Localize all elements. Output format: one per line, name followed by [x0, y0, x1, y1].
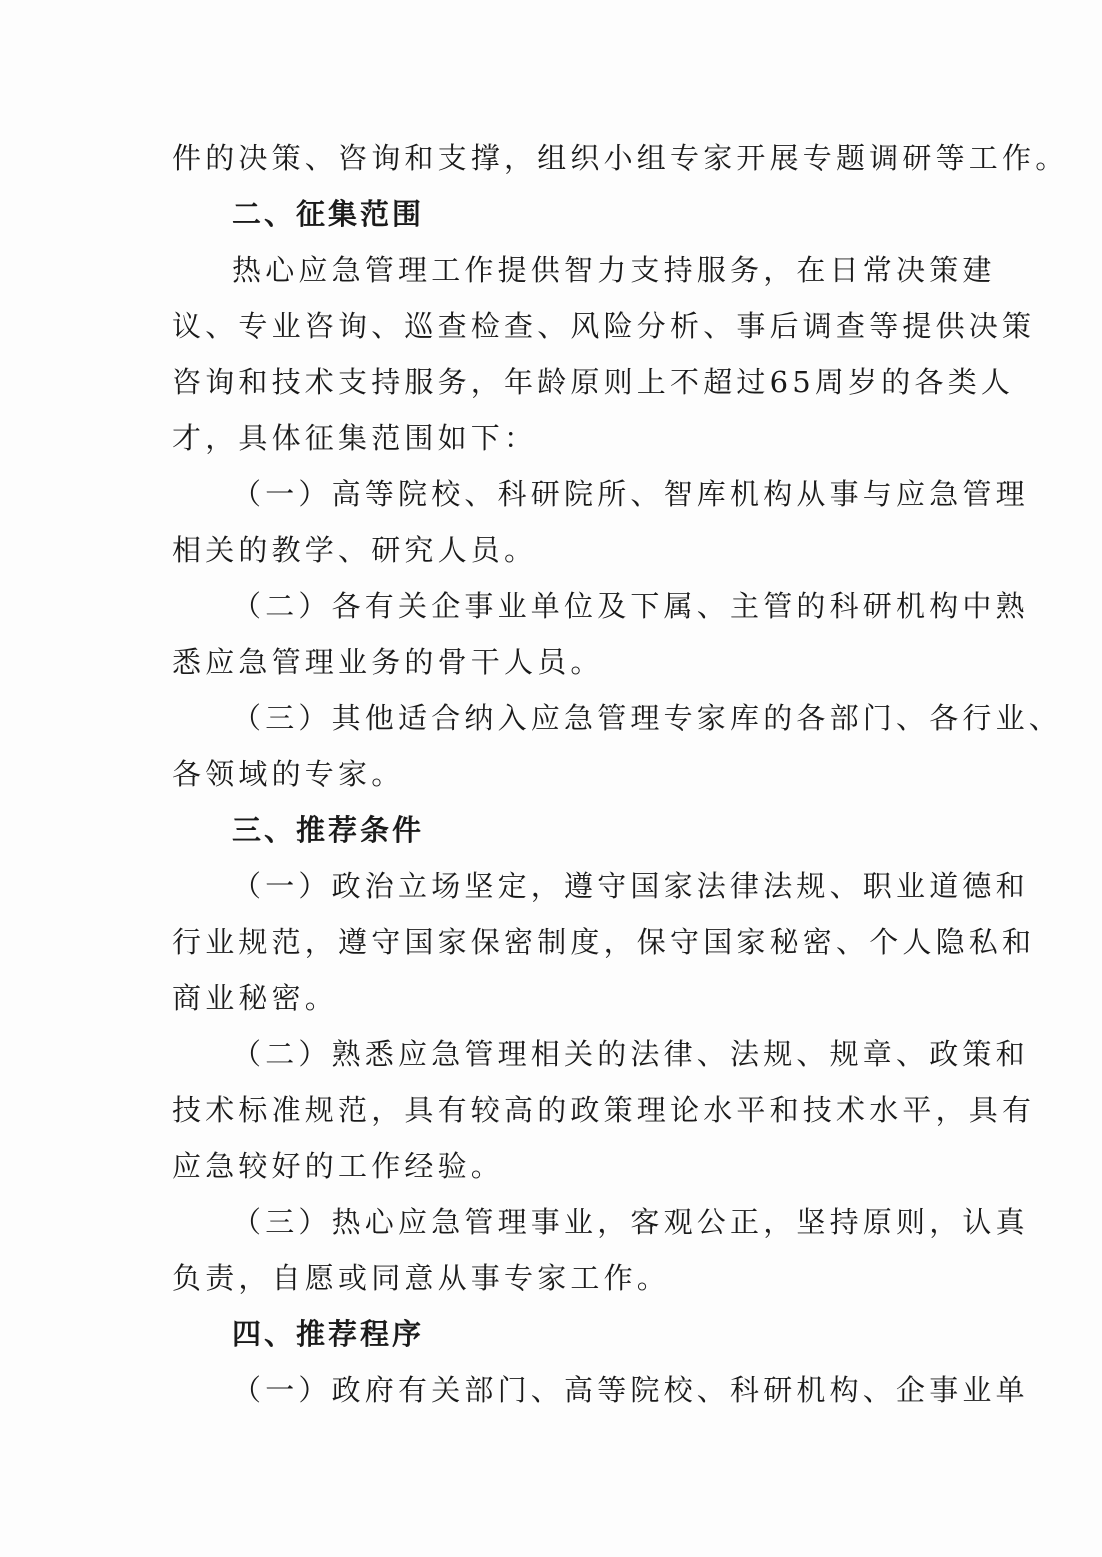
body-line-21: 负责，自愿或同意从事专家工作。	[172, 1261, 671, 1295]
body-line-11: （三）其他适合纳入应急管理专家库的各部门、各行业、	[232, 701, 1063, 735]
body-line-16: 商业秘密。	[172, 981, 339, 1015]
body-line-20: （三）热心应急管理事业，客观公正，坚持原则，认真	[232, 1205, 1029, 1239]
body-line-8: 相关的教学、研究人员。	[172, 533, 538, 567]
body-line-3: 热心应急管理工作提供智力支持服务，在日常决策建	[232, 253, 996, 287]
body-line-18: 技术标准规范，具有较高的政策理论水平和技术水平，具有	[172, 1093, 1036, 1127]
body-line-12: 各领域的专家。	[172, 757, 405, 791]
body-line-9: （二）各有关企事业单位及下属、主管的科研机构中熟	[232, 589, 1029, 623]
body-line-23: （一）政府有关部门、高等院校、科研机构、企事业单	[232, 1373, 1029, 1407]
body-line-7: （一）高等院校、科研院所、智库机构从事与应急管理	[232, 477, 1029, 511]
body-line-1: 件的决策、咨询和支撑，组织小组专家开展专题调研等工作。	[172, 141, 1069, 175]
body-line-17: （二）熟悉应急管理相关的法律、法规、规章、政策和	[232, 1037, 1029, 1071]
body-line-10: 悉应急管理业务的骨干人员。	[172, 645, 604, 679]
section-heading-4: 四、推荐程序	[232, 1317, 425, 1351]
body-line-15: 行业规范，遵守国家保密制度，保守国家秘密、个人隐私和	[172, 925, 1036, 959]
body-line-14: （一）政治立场坚定，遵守国家法律法规、职业道德和	[232, 869, 1029, 903]
document-body	[172, 130, 1069, 1418]
body-line-6: 才，具体征集范围如下：	[172, 421, 538, 455]
body-line-19: 应急较好的工作经验。	[172, 1149, 505, 1183]
section-heading-2: 二、征集范围	[232, 197, 425, 231]
section-heading-3: 三、推荐条件	[232, 813, 425, 847]
body-line-5: 咨询和技术支持服务，年龄原则上不超过65周岁的各类人	[172, 365, 1015, 399]
body-line-4: 议、专业咨询、巡查检查、风险分析、事后调查等提供决策	[172, 309, 1036, 343]
